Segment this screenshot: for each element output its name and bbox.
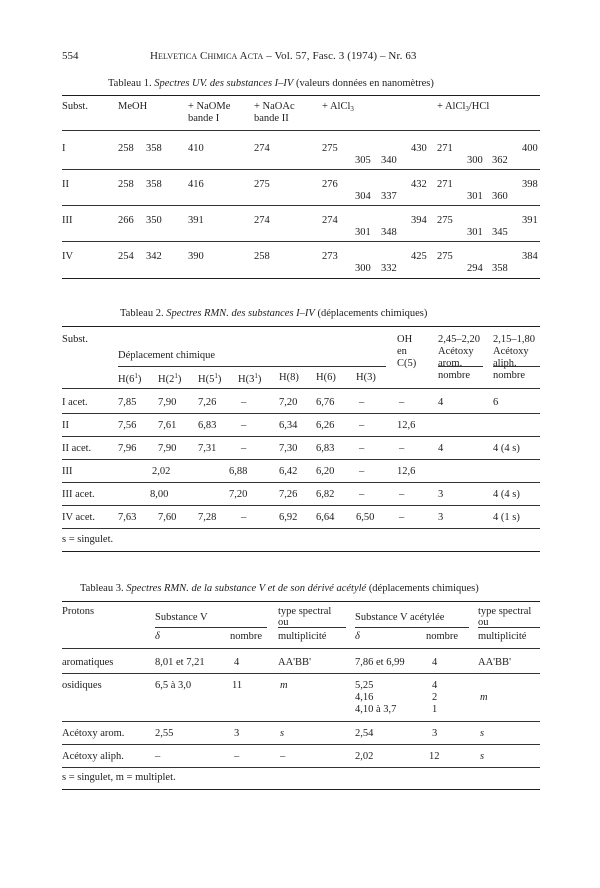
table2-caption-note: (déplacements chimiques) <box>317 308 428 319</box>
table2-cell: 7,31 <box>198 443 217 454</box>
table2-cell: 6,34 <box>279 420 298 431</box>
table1-cell: 384 <box>522 251 538 262</box>
table2-cell: 7,30 <box>279 443 298 454</box>
table2-header-h3prime-text: H(3 <box>238 374 255 385</box>
table2-row-rule <box>62 413 540 414</box>
table2-cell: 6 <box>493 397 499 408</box>
table3-cell: 5,25 <box>355 680 374 691</box>
table1-cell: 273 <box>322 251 338 262</box>
table1-header-alcl3 <box>322 101 354 113</box>
table2-cell-subst: II <box>62 420 69 431</box>
table2-header-oh-c5: C(5) <box>397 358 417 369</box>
table3-cell: 4 <box>234 657 240 668</box>
table3-header-rule <box>62 648 540 649</box>
table3-header-type1-ou: ou <box>278 617 289 628</box>
table2-cell: 7,20 <box>279 397 298 408</box>
table3-header-substance-v: Substance V <box>155 612 208 623</box>
table3-cell: 7,86 et 6,99 <box>355 657 405 668</box>
table1-cell: 266 <box>118 215 134 226</box>
table1-cell: 301 <box>467 191 483 202</box>
table2-cell: 4 (1 s) <box>493 512 520 523</box>
table2-cell: 7,96 <box>118 443 137 454</box>
table2-cell: 4 <box>438 397 444 408</box>
table2-row-rule <box>62 482 540 483</box>
table1-row-rule <box>62 169 540 170</box>
table1-cell: 345 <box>492 227 508 238</box>
table3-cell: s <box>480 728 485 739</box>
table1-cell: 258 <box>118 143 134 154</box>
table2-header-h2 <box>158 372 181 385</box>
table2-header-h2-text: H(2 <box>158 374 175 385</box>
table1-header-alcl3-sub: 3 <box>350 105 354 113</box>
table2-row-rule <box>62 528 540 529</box>
table2-cell-subst: III <box>62 466 73 477</box>
table3-type1-rule <box>278 627 346 628</box>
table1-header-alcl3-text: + AlCl <box>322 101 351 112</box>
table2-header-h5-text: H(5 <box>198 374 215 385</box>
table2-cell: – <box>241 443 247 454</box>
table3-top-rule <box>62 601 540 602</box>
table1-caption <box>108 78 434 89</box>
table1-header-alcl3hcl-text: + AlCl <box>437 101 466 112</box>
table3-cell: 4 <box>432 680 438 691</box>
table1-cell: 301 <box>467 227 483 238</box>
table3-cell: 4,10 à 3,7 <box>355 704 397 715</box>
table2-cell: 7,26 <box>198 397 217 408</box>
table1-cell: 275 <box>437 215 453 226</box>
table1-cell: 348 <box>381 227 397 238</box>
table2-cell: – <box>241 420 247 431</box>
table2-cell: – <box>399 397 405 408</box>
table2-cell: – <box>359 420 365 431</box>
table3-cell-protons: osidiques <box>62 680 102 691</box>
table3-header-multiplicite-1: multiplicité <box>278 631 327 642</box>
table2-cell: 7,56 <box>118 420 137 431</box>
table1-bottom-rule <box>62 278 540 279</box>
table2-header-h5 <box>198 372 221 385</box>
table2-subheader-rule <box>118 366 386 367</box>
table1-cell: 300 <box>467 155 483 166</box>
table2-header-h3prime-sup: 1 <box>254 372 258 380</box>
table1-cell: 301 <box>355 227 371 238</box>
table3-cell: 2 <box>432 692 438 703</box>
table3-cell: 1 <box>432 704 438 715</box>
table2-header-rule <box>62 388 540 389</box>
table3-row-rule <box>62 767 540 768</box>
table3-cell: s <box>480 751 485 762</box>
table2-header-arom-range: 2,45–2,20 <box>438 334 480 345</box>
table1-header-naome-band: bande I <box>188 113 220 124</box>
table2-cell: 7,61 <box>158 420 177 431</box>
table1-cell: 254 <box>118 251 134 262</box>
table2-header-h6b: H(6) <box>316 372 336 383</box>
table2-cell: 6,26 <box>316 420 335 431</box>
table2-cell: 6,83 <box>316 443 335 454</box>
table2-cell: – <box>399 512 405 523</box>
table1-cell: 271 <box>437 143 453 154</box>
table2-header-aliph-acetoxy: Acétoxy <box>493 346 529 357</box>
table1-header-rule <box>62 130 540 131</box>
table2-header-h3prime <box>238 372 261 385</box>
table3-cell: 2,02 <box>355 751 374 762</box>
table1-cell-subst: III <box>62 215 73 226</box>
table2-header-oh: OH <box>397 334 413 345</box>
table3-row-rule <box>62 744 540 745</box>
table3-header-multiplicite-2: multiplicité <box>478 631 527 642</box>
table3-cell-protons: aromatiques <box>62 657 114 668</box>
table1-caption-label: Tableau 1. <box>108 78 152 89</box>
table1-header-alcl3hcl-tail: /HCl <box>468 101 490 112</box>
table3-header-type2-ou: ou <box>478 617 489 628</box>
table1-caption-note: (valeurs données en nanomètres) <box>295 78 434 89</box>
table3-caption <box>80 583 479 594</box>
table2-row-rule <box>62 505 540 506</box>
table1-cell: 394 <box>411 215 427 226</box>
table3-cell-protons: Acétoxy aliph. <box>62 751 124 762</box>
table1-cell: 275 <box>254 179 270 190</box>
table1-cell: 294 <box>467 263 483 274</box>
table3-cell: 6,5 à 3,0 <box>155 680 192 691</box>
table3-type2-rule <box>478 627 540 628</box>
table3-footnote: s = singulet, m = multiplet. <box>62 772 176 783</box>
table1-cell: 358 <box>146 179 162 190</box>
table2-cell: – <box>359 397 365 408</box>
table1-caption-title: Spectres UV. des substances I–IV <box>154 78 294 89</box>
table2-cell: – <box>359 466 365 477</box>
table2-header-h5-sup: 1 <box>214 372 218 380</box>
table1-cell: 390 <box>188 251 204 262</box>
table2-caption-label: Tableau 2. <box>120 308 164 319</box>
table2-header-h2-sup: 1 <box>174 372 178 380</box>
table2-bottom-rule <box>62 551 540 552</box>
table2-cell-subst: IV acet. <box>62 512 96 523</box>
table1-cell: 358 <box>146 143 162 154</box>
table2-cell: – <box>241 512 247 523</box>
table3-cell: 12 <box>429 751 440 762</box>
table1-header-naome: + NaOMe <box>188 101 231 112</box>
table2-header-aliph-nombre: nombre <box>493 370 526 381</box>
table3-cell: 3 <box>432 728 438 739</box>
table2-cell: 7,90 <box>158 397 177 408</box>
table1-cell: 275 <box>437 251 453 262</box>
table1-cell: 362 <box>492 155 508 166</box>
table3-cell: – <box>280 751 286 762</box>
table1-cell: 274 <box>254 143 270 154</box>
table2-cell: 2,02 <box>152 466 171 477</box>
table2-cell: 8,00 <box>150 489 169 500</box>
page-number: 554 <box>62 50 79 62</box>
table3-cell: 11 <box>232 680 243 691</box>
table3-cell: m <box>480 692 488 703</box>
table1-cell: 358 <box>492 263 508 274</box>
table3-cell: – <box>155 751 161 762</box>
table1-cell: 332 <box>381 263 397 274</box>
table3-cell: 4 <box>432 657 438 668</box>
table3-cell: 8,01 et 7,21 <box>155 657 205 668</box>
table2-header-aliph-range: 2,15–1,80 <box>493 334 535 345</box>
table1-cell: 430 <box>411 143 427 154</box>
table2-cell: 6,50 <box>356 512 375 523</box>
table2-cell-subst: III acet. <box>62 489 95 500</box>
table2-header-subst: Subst. <box>62 334 88 345</box>
table2-cell: 4 (4 s) <box>493 443 520 454</box>
table2-cell: 7,63 <box>118 512 137 523</box>
table2-cell-subst: II acet. <box>62 443 92 454</box>
table1-header-naoac-band: bande II <box>254 113 289 124</box>
table2-cell: 6,64 <box>316 512 335 523</box>
table2-row-rule <box>62 436 540 437</box>
table2-cell: 6,76 <box>316 397 335 408</box>
table3-header-nombre-2: nombre <box>426 631 459 642</box>
table3-bottom-rule <box>62 789 540 790</box>
table2-cell: – <box>241 397 247 408</box>
table1-row-rule <box>62 205 540 206</box>
table3-subst-v-rule <box>155 627 267 628</box>
table1-cell: 304 <box>355 191 371 202</box>
table3-row-rule <box>62 673 540 674</box>
table1-cell: 398 <box>522 179 538 190</box>
table2-footnote: s = singulet. <box>62 534 114 545</box>
table1-cell-subst: IV <box>62 251 74 262</box>
table2-header-oh-en: en <box>397 346 407 357</box>
table3-caption-title: Spectres RMN. de la substance V et de son dérivé acétylé <box>126 583 367 594</box>
journal-title: Helvetica Chimica Acta <box>150 50 264 62</box>
table1-cell: 271 <box>437 179 453 190</box>
table2-header-deplacement: Déplacement chimique <box>118 350 216 361</box>
table3-header-delta-1: δ <box>155 631 160 642</box>
table3-header-protons: Protons <box>62 606 95 617</box>
table3-cell: 2,55 <box>155 728 174 739</box>
table1-header-naoac: + NaOAc <box>254 101 295 112</box>
table1-cell: 391 <box>522 215 538 226</box>
table1-cell: 340 <box>381 155 397 166</box>
table2-cell: 7,60 <box>158 512 177 523</box>
table2-cell: 7,28 <box>198 512 217 523</box>
table2-cell: 6,82 <box>316 489 335 500</box>
table1-cell: 342 <box>146 251 162 262</box>
table3-cell: 2,54 <box>355 728 374 739</box>
table2-cell: 7,85 <box>118 397 137 408</box>
table2-header-h6-close: ) <box>137 374 142 385</box>
table2-cell: – <box>399 443 405 454</box>
table2-cell: 7,26 <box>279 489 298 500</box>
table2-cell: – <box>359 443 365 454</box>
table1-cell: 337 <box>381 191 397 202</box>
table1-cell: 275 <box>322 143 338 154</box>
table2-cell-subst: I acet. <box>62 397 88 408</box>
table1-header-alcl3hcl-sub: 3 <box>465 105 469 113</box>
table2-header-arom-arom: arom. <box>438 358 463 369</box>
table3-caption-note: (déplacements chimiques) <box>368 583 479 594</box>
table1-cell: 391 <box>188 215 204 226</box>
journal-issue: – Vol. 57, Fasc. 3 (1974) – Nr. 63 <box>266 50 417 62</box>
table1-cell: 258 <box>118 179 134 190</box>
table2-top-rule <box>62 326 540 327</box>
table1-cell: 274 <box>322 215 338 226</box>
table2-cell: 6,83 <box>198 420 217 431</box>
table2-cell: 4 (4 s) <box>493 489 520 500</box>
table1-header-meoh: MeOH <box>118 101 148 112</box>
table1-cell: 425 <box>411 251 427 262</box>
table1-cell: 410 <box>188 143 204 154</box>
table1-cell: 274 <box>254 215 270 226</box>
table2-header-aliph-aliph: aliph. <box>493 358 517 369</box>
table3-cell: s <box>280 728 285 739</box>
table2-cell: 6,20 <box>316 466 335 477</box>
table3-row-rule <box>62 721 540 722</box>
table2-header-h6 <box>118 372 141 385</box>
table1-cell: 416 <box>188 179 204 190</box>
table2-header-h5-close: ) <box>217 374 222 385</box>
table2-cell: 7,20 <box>229 489 248 500</box>
table2-cell: 4 <box>438 443 444 454</box>
table1-cell: 276 <box>322 179 338 190</box>
table1-top-rule <box>62 95 540 96</box>
table2-arom-rule <box>438 366 483 367</box>
table2-row-rule <box>62 459 540 460</box>
table3-caption-label: Tableau 3. <box>80 583 124 594</box>
table1-cell: 350 <box>146 215 162 226</box>
table3-cell: AA'BB' <box>278 657 311 668</box>
table1-header-subst: Subst. <box>62 101 88 112</box>
table2-header-h8: H(8) <box>279 372 299 383</box>
table1-cell: 400 <box>522 143 538 154</box>
table2-cell: – <box>399 489 405 500</box>
running-head <box>150 50 417 62</box>
table3-subst-v-acet-rule <box>355 627 469 628</box>
table3-header-type1: type spectral <box>278 606 332 617</box>
table3-header-type2: type spectral <box>478 606 532 617</box>
table3-cell: AA'BB' <box>478 657 511 668</box>
table1-cell-subst: I <box>62 143 66 154</box>
table1-header-alcl3hcl <box>437 101 489 113</box>
table2-cell: 6,92 <box>279 512 298 523</box>
table1-cell: 300 <box>355 263 371 274</box>
table3-header-delta-2: δ <box>355 631 360 642</box>
table3-cell: – <box>234 751 240 762</box>
table2-cell: 3 <box>438 512 444 523</box>
table1-cell: 305 <box>355 155 371 166</box>
table2-cell: – <box>359 489 365 500</box>
table2-cell: 3 <box>438 489 444 500</box>
table2-header-arom-nombre: nombre <box>438 370 471 381</box>
table3-cell: 3 <box>234 728 240 739</box>
table3-header-nombre-1: nombre <box>230 631 263 642</box>
table2-cell: 6,88 <box>229 466 248 477</box>
table3-cell-protons: Acétoxy arom. <box>62 728 125 739</box>
table3-cell: 4,16 <box>355 692 374 703</box>
table2-caption <box>120 308 427 319</box>
table2-caption-title: Spectres RMN. des substances I–IV <box>166 308 315 319</box>
table2-aliph-rule <box>493 366 540 367</box>
table2-header-h2-close: ) <box>177 374 182 385</box>
table2-header-arom-acetoxy: Acétoxy <box>438 346 474 357</box>
table1-cell: 432 <box>411 179 427 190</box>
table2-header-h3: H(3) <box>356 372 376 383</box>
table1-cell: 258 <box>254 251 270 262</box>
table2-cell: 7,90 <box>158 443 177 454</box>
table2-cell: 12,6 <box>397 420 416 431</box>
table2-cell: 12,6 <box>397 466 416 477</box>
table1-row-rule <box>62 241 540 242</box>
table3-header-substance-v-acet: Substance V acétylée <box>355 612 445 623</box>
table2-header-h6-text: H(6 <box>118 374 135 385</box>
table3-cell: m <box>280 680 288 691</box>
table1-cell: 360 <box>492 191 508 202</box>
table1-cell-subst: II <box>62 179 69 190</box>
table2-header-h6-sup: 1 <box>134 372 138 380</box>
table2-cell: 6,42 <box>279 466 298 477</box>
table2-header-h3prime-close: ) <box>257 374 262 385</box>
